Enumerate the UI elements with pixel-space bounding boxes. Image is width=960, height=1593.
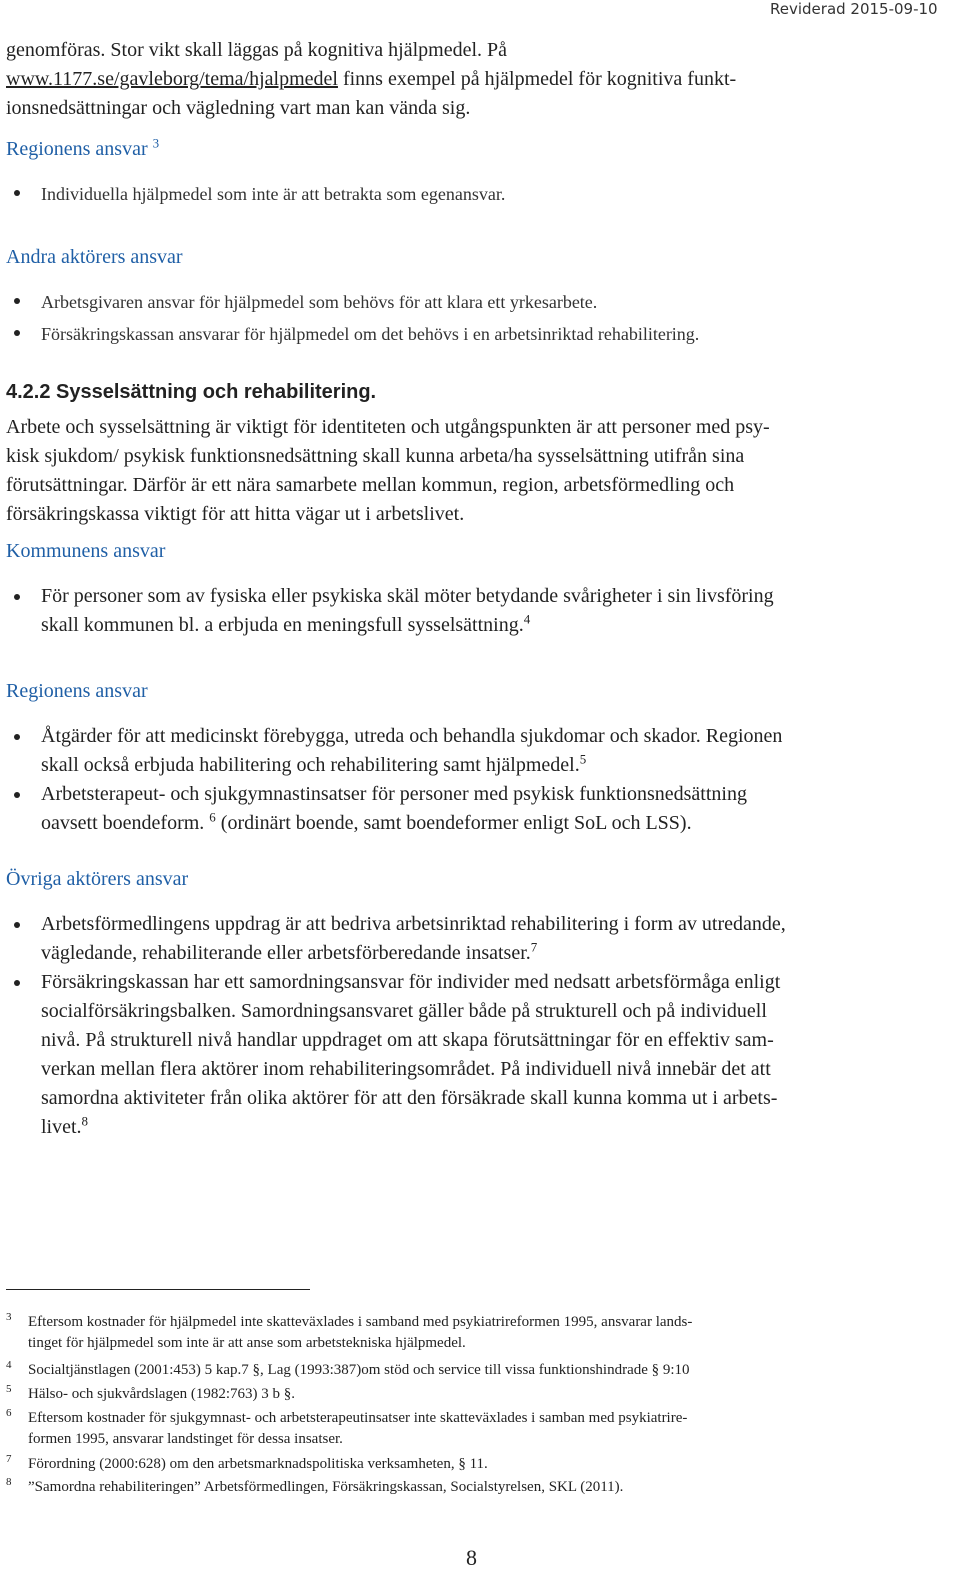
footnote-8: 8 ”Samordna rehabiliteringen” Arbetsförmedlingen, Försäkringskassan, Socialstyrelsen, SKL (2011). [6, 1476, 624, 1495]
intro-line: www.1177.se/gavleborg/tema/hjalpmedel finns exempel på hjälpmedel för kognitiva funkt- [6, 68, 737, 90]
heading-andra-aktorers-ansvar: Andra aktörers ansvar [6, 246, 183, 268]
bullet-icon [14, 922, 20, 928]
heading-kommunens-ansvar: Kommunens ansvar [6, 540, 166, 562]
heading-regionens-ansvar: Regionens ansvar $^3$ [6, 135, 160, 160]
list-andra-aktorers-ansvar [0, 286, 699, 350]
page-number: 8 [466, 1545, 477, 1570]
list-item: Arbetsterapeut- och sjukgymnastinsatser för personer med psykisk funktionsnedsättning oavsett boendeform. $^6$ (ordinärt boende, samt boendeformer enligt SoL och LSS). [0, 780, 782, 838]
bullet-icon [14, 330, 20, 336]
list-item: Arbetsförmedlingens uppdrag är att bedriva arbetsinriktad rehabilitering i form av utredande, vägledande, rehabiliterande eller arbetsförberedande insatser.$^7$ [0, 910, 786, 968]
list-item: Individuella hjälpmedel som inte är att betrakta som egenansvar. [0, 178, 505, 210]
intro-line: ionsnedsättningar och vägledning vart man kan vända sig. [6, 97, 471, 119]
bullet-icon [14, 594, 20, 600]
list-item: Försäkringskassan ansvarar för hjälpmedel om det behövs i en arbetsinriktad rehabilitering. [0, 318, 699, 350]
footnote-rule [6, 1289, 310, 1290]
intro-paragraph [6, 36, 946, 123]
footnote-4: 4 Socialtjänstlagen (2001:453) 5 kap.7 §, Lag (1993:387)om stöd och service till vissa funktionshindrade § 9:10 [6, 1359, 690, 1378]
footnote-7: 7 Förordning (2000:628) om den arbetsmarknadspolitiska verksamheten, § 11. [6, 1453, 488, 1472]
body-paragraph [6, 413, 946, 529]
body-line: kisk sjukdom/ psykisk funktionsnedsättning skall kunna arbeta/ha sysselsättning utifrån sina [6, 445, 745, 467]
list-regionens-ansvar-2 [0, 722, 782, 838]
bullet-icon [14, 298, 20, 304]
heading-regionens-ansvar-2: Regionens ansvar [6, 680, 148, 702]
footnote-3: 3 Eftersom kostnader för hjälpmedel inte skatteväxlades i samband med psykiatrireformen 1995, ansvarar lands- tinget för hjälpmedel som inte är att anse som arbetstekniska hjälpmedel. [6, 1311, 693, 1351]
bullet-icon [14, 792, 20, 798]
body-line: Arbete och sysselsättning är viktigt för identiteten och utgångspunkten är att personer med psy- [6, 416, 770, 438]
list-item: För personer som av fysiska eller psykiska skäl möter betydande svårigheter i sin livsföring skall kommunen bl. a erbjuda en meningsfull sysselsättning.$^4$ [0, 582, 774, 640]
heading-ovriga-aktorers-ansvar: Övriga aktörers ansvar [6, 868, 189, 890]
bullet-icon [14, 980, 20, 986]
footnote-6: 6 Eftersom kostnader för sjukgymnast- och arbetsterapeutinsatser inte skatteväxlades i samban med psykiatrire- formen 1995, ansvarar landstinget för dessa insatser. [6, 1407, 688, 1447]
footnote-5: 5 Hälso- och sjukvårdslagen (1982:763) 3 b §. [6, 1383, 296, 1402]
bullet-icon [14, 190, 20, 196]
body-line: förutsättningar. Därför är ett nära samarbete mellan kommun, region, arbetsförmedling och [6, 474, 735, 496]
hjalpmedel-link[interactable]: www.1177.se/gavleborg/tema/hjalpmedel [6, 68, 338, 90]
section-title: 4.2.2 Sysselsättning och rehabilitering. [6, 381, 377, 403]
list-item: Försäkringskassan har ett samordningsansvar för individer med nedsatt arbetsförmåga enligt socialförsäkringsbalken. Samordningsansvaret gäller både på strukturell och på individuell nivå. På strukturell nivå handlar uppdraget om att skapa förutsättningar för en effektiv sam- verkan mellan flera aktörer inom rehabiliteringsområdet. På individuell nivå innebär det att samordna aktiviteter från olika aktörer för att den försäkrade skall kunna komma ut i arbets- livet.$^8$ [0, 968, 786, 1142]
body-line: försäkringskassa viktigt för att hitta vägar ut i arbetslivet. [6, 503, 465, 525]
list-ovriga-aktorers-ansvar [0, 910, 786, 1142]
revision-date: Reviderad 2015-09-10 [770, 0, 938, 18]
list-regionens-ansvar-1 [0, 178, 505, 210]
intro-line: genomföras. Stor vikt skall läggas på kognitiva hjälpmedel. På [6, 39, 508, 61]
list-item: Åtgärder för att medicinskt förebygga, utreda och behandla sjukdomar och skador. Regionen skall också erbjuda habilitering och rehabilitering samt hjälpmedel.$^5$ [0, 722, 782, 780]
list-item: Arbetsgivaren ansvar för hjälpmedel som behövs för att klara ett yrkesarbete. [0, 286, 699, 318]
list-kommunens-ansvar [0, 582, 774, 640]
bullet-icon [14, 734, 20, 740]
